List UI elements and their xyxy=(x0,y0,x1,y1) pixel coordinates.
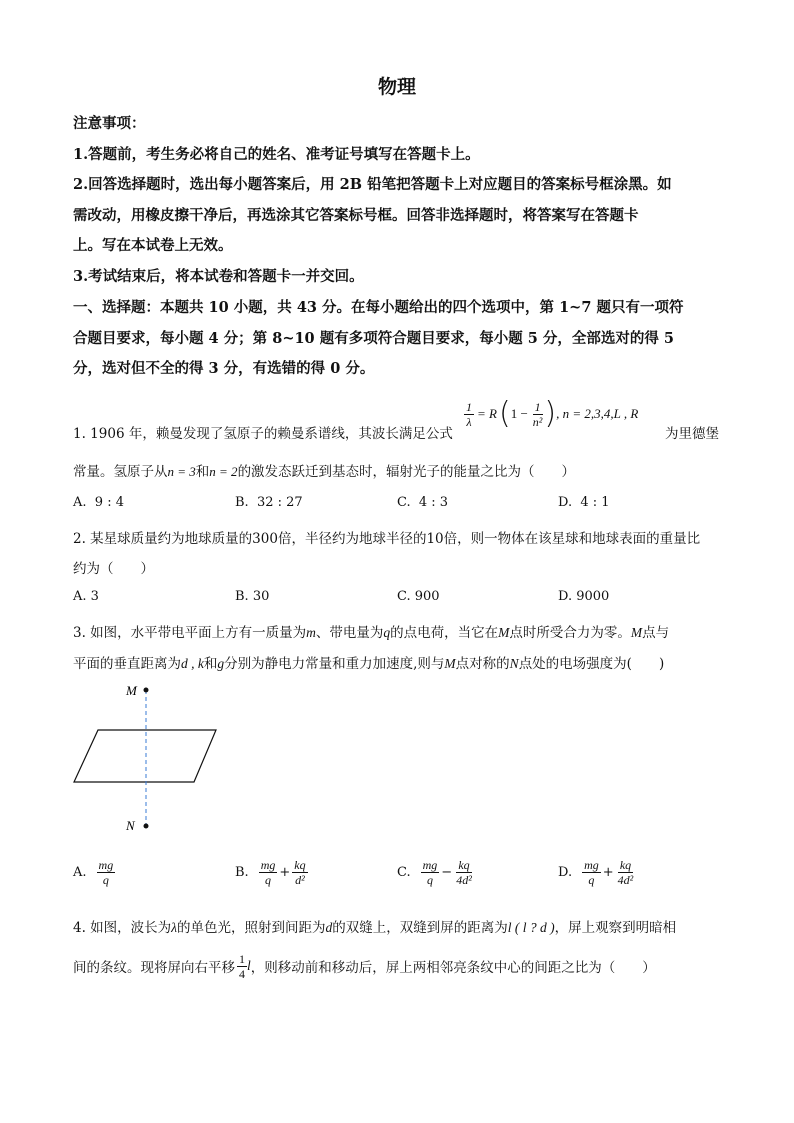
notice-line-2c: 上。写在本试卷上无效。 xyxy=(73,237,233,254)
point-n xyxy=(144,824,149,829)
q3-option-b[interactable]: B. $\frac{mg}{q}$ + $\frac{kq}{\text{d²}}$ xyxy=(235,857,306,887)
q3-option-c[interactable]: C. $\frac{mg}{q}$ − $\frac{kq}{\text{4d²}}$ xyxy=(397,857,472,887)
q1-formula-paren-right: ) xyxy=(544,396,557,431)
page-title: 物理 xyxy=(377,76,416,98)
q2-text-line-1: 2. 某星球质量约为地球质量的300倍，半径约为地球半径的10倍，则一物体在该星球和地球表面的重量比 xyxy=(73,531,701,547)
q1-text-line-1: 1. 1906 年，赖曼发现了氢原子的赖曼系谱线，其波长满足公式 xyxy=(73,426,453,442)
q4-text-line-2: 间的条纹。现将屏向右平移 $\frac{1}{4}$ l ，则移动前和移动后，屏上两相邻亮条纹中心的间距之比为（ ） xyxy=(73,951,656,981)
section-heading-line-2: 合题目要求，每小题 4 分；第 8~10 题有多项符合题目要求，每小题 5 分，全部选对的得 5 xyxy=(73,330,675,347)
q1-text-line-2: 常量。氢原子从n = 3和n = 2的激发态跃迁到基态时，辐射光子的能量之比为（ ） xyxy=(73,464,576,480)
q1-formula-inner: $\frac{1}{\text{n²}}$ xyxy=(532,399,543,429)
q1-option-c[interactable]: C. 4 : 3 xyxy=(397,495,449,510)
point-m xyxy=(144,688,149,693)
section-heading-line-3: 分，选对但不全的得 3 分，有选错的得 0 分。 xyxy=(73,360,375,377)
q1-option-b[interactable]: B. 32 : 27 xyxy=(235,495,303,510)
q1-text-line-1-end: 为里德堡 xyxy=(665,426,719,442)
q1-option-a[interactable]: A. 9 : 4 xyxy=(73,495,124,510)
q3-text-line-1: 3. 如图，水平带电平面上方有一质量为m、带电量为q的点电荷，当它在M点时所受合力为零。M点与 xyxy=(73,625,670,641)
notice-line-2a: 2.回答选择题时，选出每小题答案后，用 2B 铅笔把答题卡上对应题目的答案标号框涂黑。如 xyxy=(73,176,672,193)
notice-heading: 注意事项： xyxy=(73,115,146,132)
q2-option-d[interactable]: D. 9000 xyxy=(558,589,610,604)
notice-line-1: 1.答题前，考生务必将自己的姓名、准考证号填写在答题卡上。 xyxy=(73,146,480,163)
q2-option-b[interactable]: B. 30 xyxy=(235,589,270,604)
notice-line-3: 3.考试结束后，将本试卷和答题卡一并交回。 xyxy=(73,268,364,285)
q3-figure xyxy=(70,680,230,840)
q1-formula: $\frac{1}{\lambda}$ = R ( 1 − $\frac{1}{\text{n²}}$ ) , n = 2,3,4,L , R xyxy=(466,396,639,431)
q3-option-a[interactable]: A. $\frac{mg}{q}$ xyxy=(73,857,114,887)
q3-option-d[interactable]: D. $\frac{mg}{q}$ + $\frac{kq}{\text{4d²}}$ xyxy=(558,857,634,887)
q1-formula-paren-left: ( xyxy=(498,396,511,431)
label-m: M xyxy=(126,683,137,698)
q4-text-line-1: 4. 如图，波长为λ的单色光，照射到间距为d的双缝上，双缝到屏的距离为l ( l ? d )，屏上观察到明暗相 xyxy=(73,920,677,936)
section-heading-line-1: 一、选择题：本题共 10 小题，共 43 分。在每小题给出的四个选项中，第 1~7 题只有一项符 xyxy=(73,299,684,316)
q2-text-line-2: 约为（ ） xyxy=(73,561,154,577)
notice-line-2b: 需改动，用橡皮擦干净后，再选涂其它答案标号框。回答非选择题时，将答案写在答题卡 xyxy=(73,207,639,224)
q3-text-line-2: 平面的垂直距离为d , k和g分别为静电力常量和重力加速度,则与M点对称的N点处的电场强度为( ) xyxy=(73,656,665,672)
q2-option-c[interactable]: C. 900 xyxy=(397,589,440,604)
label-n: N xyxy=(126,818,135,833)
q1-formula-lhs: $\frac{1}{\lambda}$ xyxy=(466,399,472,429)
charged-plane xyxy=(74,730,216,782)
q1-option-d[interactable]: D. 4 : 1 xyxy=(558,495,610,510)
q2-option-a[interactable]: A. 3 xyxy=(73,589,99,604)
